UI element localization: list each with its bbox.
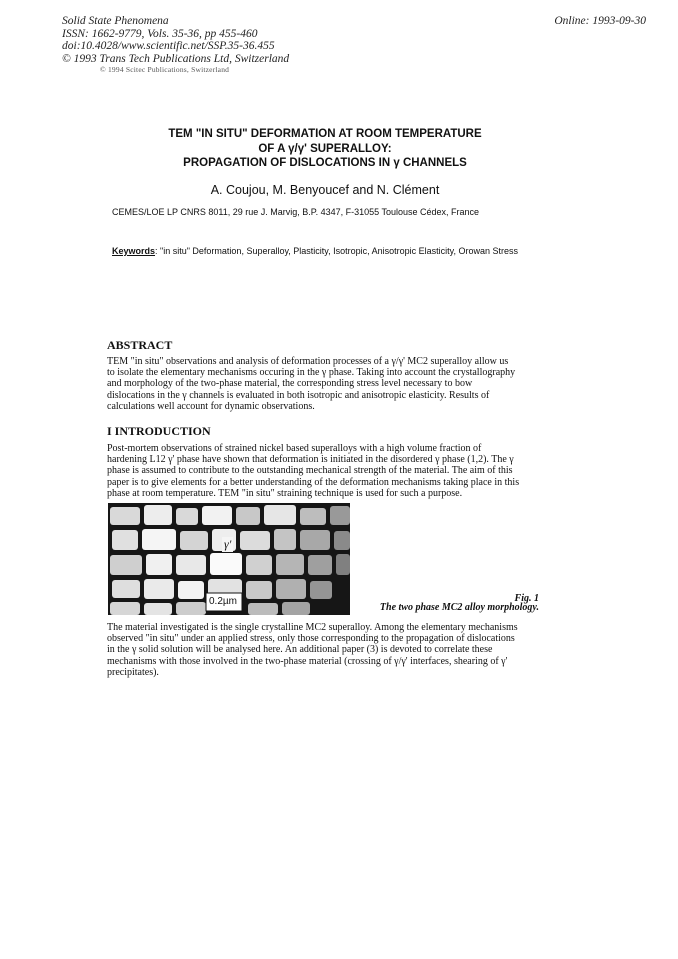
- introduction-body: [107, 443, 539, 499]
- scale-bar-label: 0.2µm: [209, 596, 237, 607]
- material-line: observed "in situ" under an applied stress, only those corresponding to the propagation of dislocations: [107, 633, 515, 645]
- paper-title: [100, 127, 550, 171]
- micrograph-figure: [108, 503, 350, 615]
- intro-line: hardening L12 γ' phase have shown that deformation is initiated in the disordered γ phase (1,2). The γ: [107, 454, 514, 466]
- introduction-heading: I INTRODUCTION: [107, 424, 211, 438]
- material-line: in the γ solid solution will be analysed here. An additional paper (3) is devoted to correlate these: [107, 644, 493, 656]
- doi-line: doi:10.4028/www.scientific.net/SSP.35-36.455: [62, 40, 275, 52]
- authors: A. Coujou, M. Benyoucef and N. Clément: [210, 183, 440, 197]
- material-line: The material investigated is the single crystalline MC2 superalloy. Among the elementary mechanisms: [107, 622, 518, 633]
- publication-header: [62, 15, 289, 65]
- intro-line: phase at room temperature. TEM "in situ" straining technique is used for such a purpose.: [107, 487, 463, 499]
- online-date: Online: 1993-09-30: [554, 15, 646, 27]
- keywords-text: : "in situ" Deformation, Superalloy, Plasticity, Isotropic, Anisotropic Elasticity, Orowan Stress: [155, 246, 519, 256]
- figure-label: Fig. 1: [514, 593, 539, 604]
- abstract-line: and morphology of the two-phase material, the corresponding stress level necessary to bow: [107, 378, 473, 390]
- abstract-body: [107, 356, 539, 412]
- faint-copyright: © 1994 Scitec Publications, Switzerland: [100, 65, 230, 74]
- journal-name: Solid State Phenomena: [62, 15, 169, 27]
- affiliation: CEMES/LOE LP CNRS 8011, 29 rue J. Marvig, B.P. 4347, F-31055 Toulouse Cédex, France: [112, 207, 480, 217]
- material-line: precipitates).: [107, 666, 159, 678]
- abstract-line: calculations well account for dynamic observations.: [107, 400, 315, 412]
- copyright-line: © 1993 Trans Tech Publications Ltd, Switzerland: [62, 52, 290, 65]
- title-line-1: TEM "IN SITU" DEFORMATION AT ROOM TEMPERATURE: [168, 128, 482, 140]
- material-line: mechanisms with those involved in the two-phase material (crossing of γ/γ' interfaces, shearing of γ': [107, 655, 508, 667]
- title-line-3: PROPAGATION OF DISLOCATIONS IN γ CHANNELS: [183, 157, 467, 169]
- abstract-line: to isolate the elementary mechanisms occuring in the γ phase. Taking into account the crystallography: [107, 367, 516, 379]
- abstract-line: TEM "in situ" observations and analysis of deformation processes of a γ/γ' MC2 superalloy allow us: [107, 356, 509, 367]
- intro-line: Post-mortem observations of strained nickel based superalloys with a high volume fraction of: [107, 443, 482, 454]
- abstract-heading: ABSTRACT: [107, 338, 173, 352]
- figure-caption: The two phase MC2 alloy morphology.: [379, 602, 539, 613]
- keywords: [112, 245, 540, 257]
- title-line-2: OF A γ/γ' SUPERALLOY:: [258, 142, 392, 155]
- intro-line: paper is to give elements for a better understanding of the deformation mechanisms taking place in this: [107, 476, 520, 488]
- intro-line: phase is assumed to contribute to the outstanding mechanical strength of the material. The aim of this: [107, 465, 513, 477]
- issn-line: ISSN: 1662-9779, Vols. 35-36, pp 455-460: [62, 27, 258, 40]
- material-body: [107, 622, 539, 678]
- keywords-label: Keywords: [112, 246, 156, 256]
- abstract-line: dislocations in the γ channels is evaluated in both isotropic and anisotropic elasticity. Results of: [107, 389, 490, 401]
- gamma-prime-label: γ': [224, 537, 232, 551]
